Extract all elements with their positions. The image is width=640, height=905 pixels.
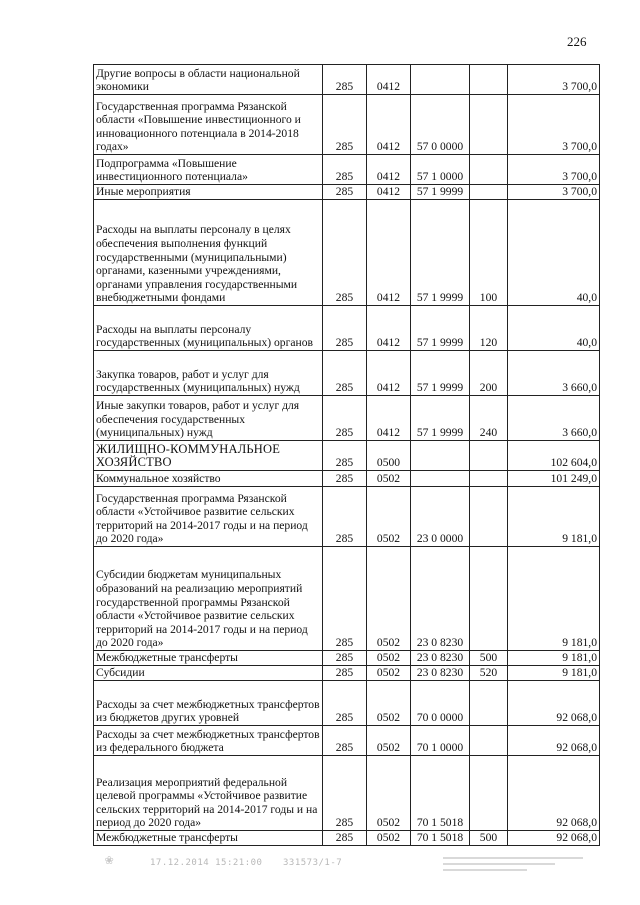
stamp-icon: ❀ bbox=[105, 852, 114, 868]
row-ved: 285 bbox=[323, 185, 367, 200]
row-ved: 285 bbox=[323, 306, 367, 351]
table-row bbox=[94, 396, 600, 441]
row-csr: 23 0 8230 bbox=[411, 547, 470, 651]
row-csr bbox=[411, 471, 470, 487]
table-row bbox=[94, 441, 600, 471]
row-rz: 0412 bbox=[367, 65, 411, 95]
budget-table bbox=[93, 64, 600, 846]
row-name: Расходы на выплаты персоналу государственных (муниципальных) органов bbox=[94, 306, 323, 351]
table-row bbox=[94, 547, 600, 651]
table-row bbox=[94, 831, 600, 846]
row-name: Расходы на выплаты персоналу в целях обеспечения выполнения функций государственными (муниципальными) органами, казенными учреждениями, органами управления государственными внебюджетными фондами bbox=[94, 200, 323, 306]
row-ved: 285 bbox=[323, 200, 367, 306]
row-ved: 285 bbox=[323, 155, 367, 185]
row-name: Межбюджетные трансферты bbox=[94, 651, 323, 666]
row-sum: 9 181,0 bbox=[508, 651, 600, 666]
watermark-scribble bbox=[443, 853, 583, 875]
row-csr: 70 1 0000 bbox=[411, 726, 470, 756]
row-ved: 285 bbox=[323, 666, 367, 681]
row-ved: 285 bbox=[323, 756, 367, 831]
table-row bbox=[94, 306, 600, 351]
page-number: 226 bbox=[567, 34, 587, 49]
row-sum: 9 181,0 bbox=[508, 547, 600, 651]
row-rz: 0502 bbox=[367, 651, 411, 666]
table-row bbox=[94, 666, 600, 681]
row-ved: 285 bbox=[323, 396, 367, 441]
row-rz: 0500 bbox=[367, 441, 411, 471]
row-name: Субсидии bbox=[94, 666, 323, 681]
table-row bbox=[94, 726, 600, 756]
row-csr: 70 1 5018 bbox=[411, 756, 470, 831]
row-sum: 3 700,0 bbox=[508, 65, 600, 95]
row-rz: 0412 bbox=[367, 200, 411, 306]
row-rz: 0502 bbox=[367, 666, 411, 681]
row-vr bbox=[470, 547, 508, 651]
row-vr: 500 bbox=[470, 651, 508, 666]
row-vr: 240 bbox=[470, 396, 508, 441]
row-ved: 285 bbox=[323, 351, 367, 396]
row-name: Государственная программа Рязанской области «Повышение инвестиционного и инновационного потенциала в 2014-2018 годах» bbox=[94, 95, 323, 155]
row-vr bbox=[470, 155, 508, 185]
row-sum: 92 068,0 bbox=[508, 681, 600, 726]
footer-date: 17.12.2014 15:21:00 bbox=[150, 858, 263, 868]
row-name: Иные мероприятия bbox=[94, 185, 323, 200]
row-sum: 101 249,0 bbox=[508, 471, 600, 487]
row-csr: 57 1 9999 bbox=[411, 200, 470, 306]
row-vr: 120 bbox=[470, 306, 508, 351]
row-ved: 285 bbox=[323, 547, 367, 651]
row-csr: 57 1 0000 bbox=[411, 155, 470, 185]
table-row bbox=[94, 351, 600, 396]
row-rz: 0412 bbox=[367, 351, 411, 396]
row-vr: 500 bbox=[470, 831, 508, 846]
row-csr: 23 0 8230 bbox=[411, 666, 470, 681]
row-sum: 40,0 bbox=[508, 306, 600, 351]
table-row bbox=[94, 471, 600, 487]
row-csr bbox=[411, 441, 470, 471]
table-row bbox=[94, 65, 600, 95]
row-ved: 285 bbox=[323, 95, 367, 155]
row-csr: 23 0 8230 bbox=[411, 651, 470, 666]
table-row bbox=[94, 681, 600, 726]
row-vr: 520 bbox=[470, 666, 508, 681]
row-ved: 285 bbox=[323, 681, 367, 726]
row-csr: 57 1 9999 bbox=[411, 396, 470, 441]
row-name: Государственная программа Рязанской области «Устойчивое развитие сельских территорий на 2014-2017 годы и на период до 2020 года» bbox=[94, 487, 323, 547]
row-rz: 0502 bbox=[367, 831, 411, 846]
row-sum: 3 700,0 bbox=[508, 155, 600, 185]
table-row bbox=[94, 200, 600, 306]
table-row bbox=[94, 756, 600, 831]
row-ved: 285 bbox=[323, 441, 367, 471]
row-vr: 200 bbox=[470, 351, 508, 396]
row-ved: 285 bbox=[323, 487, 367, 547]
row-rz: 0502 bbox=[367, 547, 411, 651]
row-name: Коммунальное хозяйство bbox=[94, 471, 323, 487]
row-vr bbox=[470, 756, 508, 831]
row-sum: 92 068,0 bbox=[508, 756, 600, 831]
row-sum: 3 700,0 bbox=[508, 185, 600, 200]
row-vr bbox=[470, 726, 508, 756]
row-name: Субсидии бюджетам муниципальных образований на реализацию мероприятий государственной программы Рязанской области «Устойчивое развитие сельских территорий на 2014-2017 годы и на период до 2020 года» bbox=[94, 547, 323, 651]
row-name: Реализация мероприятий федеральной целевой программы «Устойчивое развитие сельских территорий на 2014-2017 годы и на период до 2020 года» bbox=[94, 756, 323, 831]
table-row bbox=[94, 651, 600, 666]
row-rz: 0412 bbox=[367, 306, 411, 351]
row-name: Другие вопросы в области национальной экономики bbox=[94, 65, 323, 95]
document-footer bbox=[105, 852, 585, 876]
row-csr: 57 1 9999 bbox=[411, 306, 470, 351]
table-row bbox=[94, 487, 600, 547]
row-sum: 9 181,0 bbox=[508, 666, 600, 681]
row-rz: 0412 bbox=[367, 396, 411, 441]
table-row bbox=[94, 95, 600, 155]
row-rz: 0412 bbox=[367, 95, 411, 155]
row-vr: 100 bbox=[470, 200, 508, 306]
row-rz: 0502 bbox=[367, 681, 411, 726]
row-rz: 0502 bbox=[367, 726, 411, 756]
row-vr bbox=[470, 441, 508, 471]
row-ved: 285 bbox=[323, 726, 367, 756]
row-csr: 57 0 0000 bbox=[411, 95, 470, 155]
row-vr bbox=[470, 471, 508, 487]
row-name: Закупка товаров, работ и услуг для государственных (муниципальных) нужд bbox=[94, 351, 323, 396]
row-name: Иные закупки товаров, работ и услуг для обеспечения государственных (муниципальных) нужд bbox=[94, 396, 323, 441]
row-sum: 92 068,0 bbox=[508, 831, 600, 846]
row-ved: 285 bbox=[323, 651, 367, 666]
table-row bbox=[94, 155, 600, 185]
row-name: Расходы за счет межбюджетных трансфертов из федерального бюджета bbox=[94, 726, 323, 756]
row-csr: 23 0 0000 bbox=[411, 487, 470, 547]
row-csr: 70 1 5018 bbox=[411, 831, 470, 846]
row-name: Межбюджетные трансферты bbox=[94, 831, 323, 846]
row-vr bbox=[470, 185, 508, 200]
row-csr bbox=[411, 65, 470, 95]
row-rz: 0412 bbox=[367, 185, 411, 200]
row-vr bbox=[470, 487, 508, 547]
row-csr: 57 1 9999 bbox=[411, 351, 470, 396]
table-row bbox=[94, 185, 600, 200]
row-vr bbox=[470, 95, 508, 155]
row-sum: 3 660,0 bbox=[508, 396, 600, 441]
row-sum: 9 181,0 bbox=[508, 487, 600, 547]
row-csr: 70 0 0000 bbox=[411, 681, 470, 726]
row-vr bbox=[470, 681, 508, 726]
row-ved: 285 bbox=[323, 65, 367, 95]
row-vr bbox=[470, 65, 508, 95]
footer-code: 331573/1-7 bbox=[283, 858, 343, 868]
row-rz: 0502 bbox=[367, 471, 411, 487]
row-sum: 3 660,0 bbox=[508, 351, 600, 396]
row-sum: 92 068,0 bbox=[508, 726, 600, 756]
row-name: Подпрограмма «Повышение инвестиционного потенциала» bbox=[94, 155, 323, 185]
row-sum: 40,0 bbox=[508, 200, 600, 306]
row-rz: 0412 bbox=[367, 155, 411, 185]
section-title: ЖИЛИЩНО-КОММУНАЛЬНОЕ ХОЗЯЙСТВО bbox=[94, 441, 323, 471]
row-rz: 0502 bbox=[367, 487, 411, 547]
row-ved: 285 bbox=[323, 831, 367, 846]
row-csr: 57 1 9999 bbox=[411, 185, 470, 200]
row-sum: 3 700,0 bbox=[508, 95, 600, 155]
row-sum: 102 604,0 bbox=[508, 441, 600, 471]
row-name: Расходы за счет межбюджетных трансфертов из бюджетов других уровней bbox=[94, 681, 323, 726]
row-ved: 285 bbox=[323, 471, 367, 487]
row-rz: 0502 bbox=[367, 756, 411, 831]
